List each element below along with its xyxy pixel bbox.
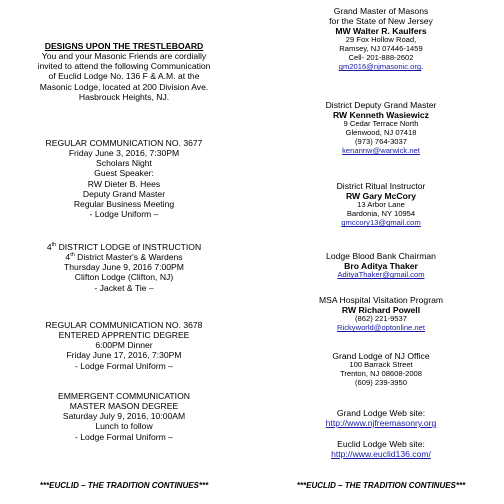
instruction-line: - Jacket & Tie – <box>94 282 154 293</box>
rc-3677-line: Regular Business Meeting <box>73 198 175 209</box>
emergent-communication <box>6 391 242 442</box>
instruction-line-text: District Master's & Wardens <box>74 252 183 263</box>
ddgm-title: District Deputy Grand Master <box>325 100 437 110</box>
grand-lodge-website-section <box>262 408 500 428</box>
ddgm-section <box>262 100 500 156</box>
ddgm-email-link[interactable]: kenannw@warwick.net <box>342 146 420 156</box>
rc-3677-line: RW Dieter B. Hees <box>87 178 161 189</box>
instruction-title-text: DISTRICT LODGE of INSTRUCTION <box>56 242 202 252</box>
email-tail: . <box>421 62 424 72</box>
blood-bank-title: Lodge Blood Bank Chairman <box>326 251 436 261</box>
designs-line: You and your Masonic Friends are cordially <box>41 51 207 62</box>
msa-section <box>262 295 500 333</box>
glnj-address: Trenton, NJ 08608-2008 <box>339 369 423 379</box>
msa-email-link[interactable]: Rickyworld@optonline.net <box>337 323 425 333</box>
grand-master-address: 29 Fox Hollow Road, <box>345 35 417 45</box>
euclid-web-label: Euclid Lodge Web site: <box>337 439 425 449</box>
ritual-address: 13 Arbor Lane <box>357 200 405 210</box>
glnj-title: Grand Lodge of NJ Office <box>332 351 430 361</box>
designs-line: invited to attend the following Communication <box>37 61 211 72</box>
ritual-email-link[interactable]: gmccory13@gmail.com <box>341 218 421 228</box>
designs-section <box>6 41 242 102</box>
designs-line: Hasbrouck Heights, NJ. <box>78 91 170 102</box>
left-footer: ***EUCLID – THE TRADITION CONTINUES*** <box>39 481 209 490</box>
ordinal-number: 4 <box>46 242 52 252</box>
ritual-instructor-section <box>262 181 500 228</box>
rc-3677-line: Deputy Grand Master <box>82 188 166 199</box>
instruction-line: Clifton Lodge (Clifton, NJ) <box>74 272 174 283</box>
euclid-website-section <box>262 439 500 459</box>
district-lodge-instruction <box>6 242 242 293</box>
designs-heading: DESIGNS UPON THE TRESTLEBOARD <box>44 41 204 51</box>
ddgm-phone: (973) 764-3037 <box>355 137 407 147</box>
rc-3678-line: REGULAR COMMUNICATION NO. 3678 <box>45 320 203 330</box>
glnj-address: 100 Barrack Street <box>349 360 413 370</box>
designs-line: Masonic Lodge, located at 200 Division Ave. <box>39 81 209 92</box>
gl-web-label: Grand Lodge Web site: <box>336 408 426 418</box>
msa-name: RW Richard Powell <box>341 305 421 316</box>
glnj-phone: (609) 239-3950 <box>355 378 407 388</box>
rc-3677-line: Guest Speaker: <box>94 168 154 179</box>
ritual-title: District Ritual Instructor <box>336 181 426 191</box>
ordinal-suffix: th <box>51 242 57 249</box>
rc-3678-line: - Lodge Formal Uniform – <box>75 360 173 371</box>
emergent-line: Lunch to follow <box>95 421 153 432</box>
rc-3677-line: - Lodge Uniform – <box>89 208 159 219</box>
regular-communication-3678 <box>6 320 242 371</box>
instruction-title <box>6 242 242 252</box>
blood-bank-name: Bro Aditya Thaker <box>344 261 418 272</box>
msa-title: MSA Hospital Visitation Program <box>318 295 444 305</box>
emergent-line: MASTER MASON DEGREE <box>69 401 179 412</box>
grand-master-email-link[interactable]: gm2016@njmasonic.org <box>338 62 422 72</box>
right-footer: ***EUCLID – THE TRADITION CONTINUES*** <box>296 481 466 490</box>
ritual-address: Bardonia, NY 10954 <box>346 209 416 219</box>
grand-master-name: MW Walter R. Kaulfers <box>335 26 427 37</box>
grand-master-address: Ramsey, NJ 07446-1459 <box>339 44 423 54</box>
ritual-name: RW Gary McCory <box>345 191 417 202</box>
blood-bank-email-link[interactable]: AdityaThaker@gmail.com <box>337 270 425 280</box>
grand-master-title: for the State of New Jersey <box>329 16 433 27</box>
ddgm-address: Glenwood, NJ 07418 <box>345 128 417 138</box>
ordinal-number: 4 <box>65 252 71 263</box>
designs-line: of Euclid Lodge No. 136 F & A.M. at the <box>48 71 200 82</box>
grand-lodge-office-section <box>262 351 500 388</box>
rc-3678-line: Friday June 17, 2016, 7:30PM <box>66 350 182 361</box>
ddgm-address: 9 Cedar Terrace North <box>343 119 419 129</box>
rc-3678-line: 6:00PM Dinner <box>95 340 153 351</box>
grand-master-cell: Cell- 201-888-2602 <box>348 53 414 63</box>
emergent-line: EMMERGENT COMMUNICATION <box>58 391 190 401</box>
rc-3678-line: ENTERED APPRENTIC DEGREE <box>58 330 190 341</box>
gl-web-link[interactable]: http://www.njfreemasonry.org <box>325 418 437 429</box>
grand-master-email-line <box>262 63 500 72</box>
ddgm-name: RW Kenneth Wasiewicz <box>333 110 429 121</box>
rc-3677-line: Scholars Night <box>96 158 152 169</box>
msa-phone: (862) 221-9537 <box>355 314 407 324</box>
instruction-line: Thursday June 9, 2016 7:00PM <box>64 262 184 273</box>
emergent-line: Saturday July 9, 2016, 10:00AM <box>62 411 186 422</box>
euclid-web-link[interactable]: http://www.euclid136.com/ <box>331 449 431 460</box>
blood-bank-section <box>262 251 500 280</box>
rc-3677-line: REGULAR COMMUNICATION NO. 3677 <box>45 138 203 148</box>
instruction-line <box>6 252 242 262</box>
emergent-line: - Lodge Formal Uniform – <box>75 431 173 442</box>
grand-master-section <box>262 6 500 72</box>
regular-communication-3677 <box>6 138 242 219</box>
ordinal-suffix: th <box>70 252 75 259</box>
rc-3677-line: Friday June 3, 2016, 7:30PM <box>68 148 180 159</box>
grand-master-title: Grand Master of Masons <box>333 6 429 16</box>
